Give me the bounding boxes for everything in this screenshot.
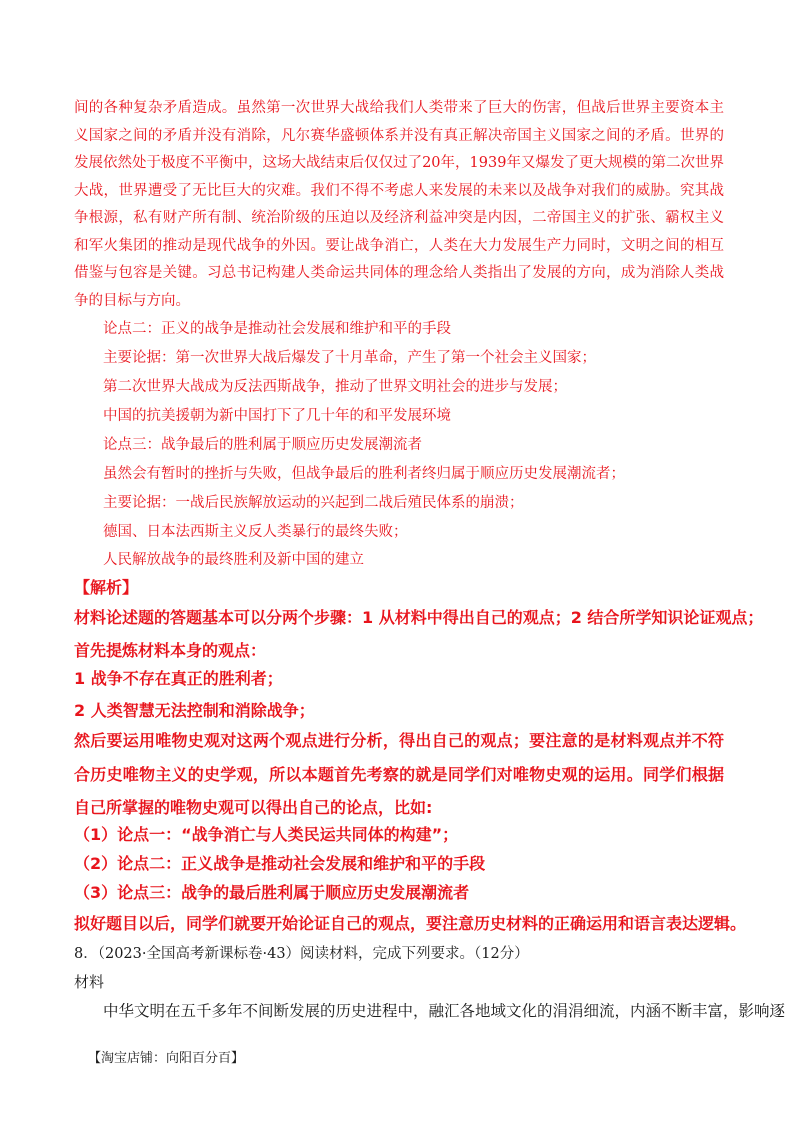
analysis-heading: 【解析】 [74,578,139,597]
point-line: 德国、日本法西斯主义反人类暴行的最终失败； [103,524,408,540]
point-line: 主要论据：一战后民族解放运动的兴起到二战后殖民体系的崩溃； [103,495,524,511]
footer-shop: 【淘宝店铺：向阳百分百】 [88,1051,245,1066]
analysis-line: 1 战争不存在真正的胜利者； [74,669,283,688]
analysis-item: （2）论点二：正义战争是推动社会发展和维护和平的手段 [74,854,486,873]
analysis-paragraph: 然后要运用唯物史观对这两个观点进行分析，得出自己的观点；要注意的是材料观点并不符合历史唯物主义的史学观，所以本题首先考察的就是同学们对唯物史观的运用。同学们根据自己所掌握的唯物史观可以得出自己的论点，比如: [74,731,724,817]
point-line: 人民解放战争的最终胜利及新中国的建立 [103,552,364,568]
point-line: 中国的抗美援朝为新中国打下了几十年的和平发展环境 [103,408,451,424]
point-line: 论点三：战争最后的胜利属于顺应历史发展潮流者 [103,437,422,453]
analysis-item: （3）论点三：战争的最后胜利属于顺应历史发展潮流者 [74,883,470,902]
point-line: 主要论据：第一次世界大战后爆发了十月革命，产生了第一个社会主义国家； [103,350,596,366]
argument-paragraph: 间的各种复杂矛盾造成。虽然第一次世界大战给我们人类带来了巨大的伤害，但战后世界主要资本主义国家之间的矛盾并没有消除，凡尔赛华盛顿体系并没有真正解决帝国主义国家之间的矛盾。世界的发展依然处于极度不平衡中，这场大战结束后仅仅过了20年，1939年又爆发了更大规模的第二次世界大战，世界遭受了无比巨大的灾难。我们不得不考虑人来发展的未来以及战争对我们的威胁。究其战争根源，私有财产所有制、统治阶级的压迫以及经济利益冲突是内因，二帝国主义的扩张、霸权主义和军火集团的推动是现代战争的外因。要让战争消亡，人类在大力发展生产力同时，文明之间的相互借鉴与包容是关键。习总书记构建人类命运共同体的理念给人类指出了发展的方向，成为消除人类战争的目标与方向。 [74,100,724,309]
analysis-item: （1）论点一：“战争消亡与人类民运共同体的构建”； [74,825,459,844]
analysis-line: 材料论述题的答题基本可以分两个步骤：1 从材料中得出自己的观点；2 结合所学知识论证观点； [74,608,764,627]
question-header: 8．（2023·全国高考新课标卷·43）阅读材料，完成下列要求。（12分） [74,946,529,962]
point-line: 第二次世界大战成为反法西斯战争，推动了世界文明社会的进步与发展； [103,379,567,395]
point-line: 论点二：正义的战争是推动社会发展和维护和平的手段 [103,321,451,337]
analysis-line: 首先提炼材料本身的观点： [74,641,267,660]
material-label: 材料 [74,973,105,991]
analysis-conclusion: 拟好题目以后，同学们就要开始论证自己的观点，要注意历史材料的正确运用和语言表达逻辑。 [74,914,747,933]
analysis-line: 2 人类智慧无法控制和消除战争； [74,701,315,720]
point-line: 虽然会有暂时的挫折与失败，但战争最后的胜利者终归属于顺应历史发展潮流者； [103,466,625,482]
material-text: 中华文明在五千多年不间断发展的历史进程中，融汇各地域文化的涓涓细流，内涵不断丰富，影响逐 [103,1002,786,1020]
